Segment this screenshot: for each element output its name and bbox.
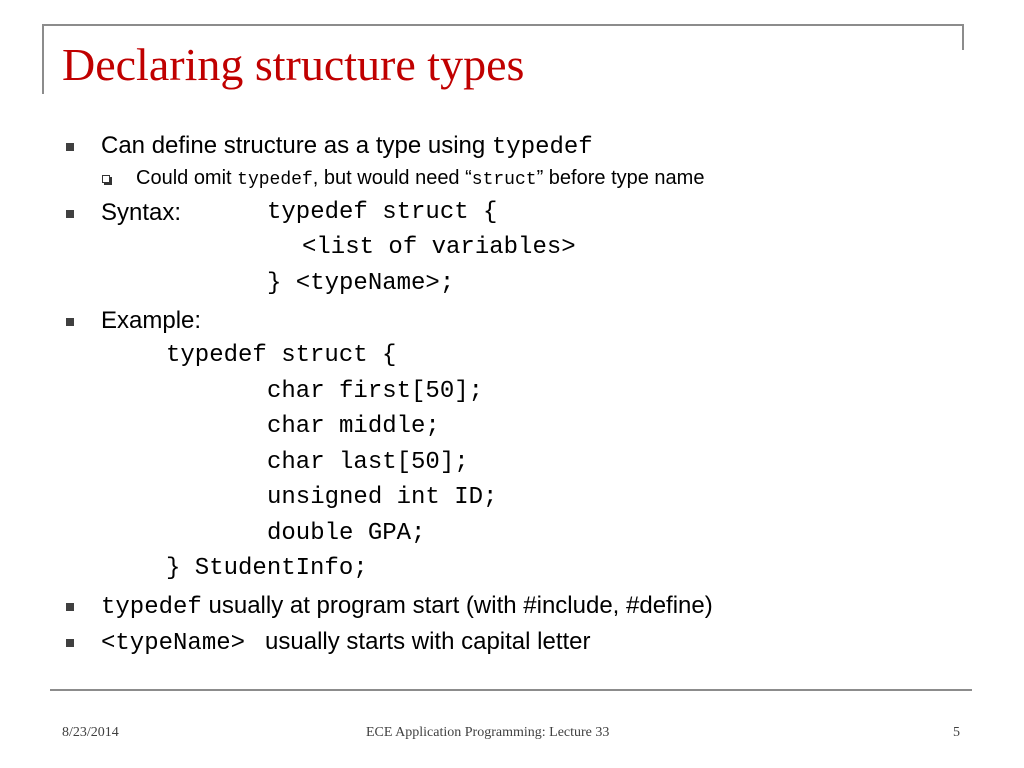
bullet-square-icon xyxy=(66,639,74,647)
bullet-square-icon xyxy=(66,603,74,611)
bullet-5 xyxy=(101,624,591,660)
frame-right-line xyxy=(962,24,964,50)
bullet-square-icon xyxy=(66,318,74,326)
example-code-line: double GPA; xyxy=(267,520,426,547)
example-code-line: typedef struct { xyxy=(166,342,397,369)
sub-bullet-code-typedef: typedef xyxy=(237,170,313,190)
sub-bullet-text-mid: , but would need “ xyxy=(312,167,472,189)
sub-bullet-text-post: ” before type name xyxy=(536,167,705,189)
bullet-4-text: usually at program start (with #include, #define) xyxy=(201,592,713,619)
example-code-line: char middle; xyxy=(267,413,440,440)
sub-bullet-1 xyxy=(136,160,704,196)
frame-top-line xyxy=(42,24,964,26)
bullet-4 xyxy=(101,588,713,624)
bullet-4-code: typedef xyxy=(101,594,202,621)
bullet-1 xyxy=(101,128,593,164)
bullet-5-code: <typeName> xyxy=(101,630,246,657)
example-code-line: char last[50]; xyxy=(267,449,469,476)
syntax-code-line: } <typeName>; xyxy=(267,270,455,297)
example-code-line: unsigned int ID; xyxy=(267,484,498,511)
sub-bullet-code-struct: struct xyxy=(471,170,537,190)
sub-bullet-square-icon xyxy=(102,175,110,183)
footer-course: ECE Application Programming: Lecture 33 xyxy=(366,725,610,740)
example-code-line: char first[50]; xyxy=(267,378,484,405)
syntax-code-line: <list of variables> xyxy=(302,234,576,261)
slide-title: Declaring structure types xyxy=(62,39,525,90)
bullet-5-text: usually starts with capital letter xyxy=(265,628,591,655)
example-label: Example: xyxy=(101,307,202,334)
footer-divider xyxy=(50,689,972,691)
syntax-code-line: typedef struct { xyxy=(267,199,498,226)
syntax-label: Syntax: xyxy=(101,199,182,226)
footer-date: 8/23/2014 xyxy=(62,725,119,740)
bullet-1-text: Can define structure as a type using xyxy=(101,132,492,159)
frame-left-line xyxy=(42,24,44,94)
bullet-square-icon xyxy=(66,210,74,218)
example-code-line: } StudentInfo; xyxy=(166,555,368,582)
sub-bullet-text-pre: Could omit xyxy=(136,167,238,189)
footer-page-number: 5 xyxy=(953,725,960,740)
bullet-1-code: typedef xyxy=(491,134,593,161)
bullet-square-icon xyxy=(66,143,74,151)
